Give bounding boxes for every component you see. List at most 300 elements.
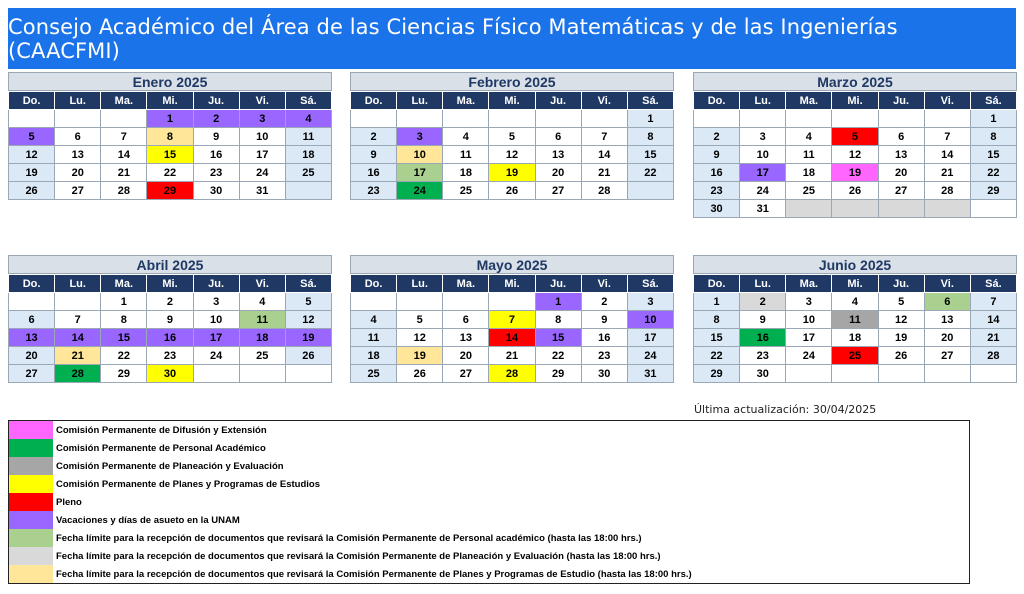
day-cell bbox=[786, 200, 832, 218]
day-cell: 20 bbox=[443, 347, 489, 365]
day-cell: 7 bbox=[55, 311, 101, 329]
day-cell: 21 bbox=[970, 329, 1016, 347]
day-cell: 26 bbox=[489, 182, 535, 200]
month-grid bbox=[8, 274, 332, 383]
day-cell: 7 bbox=[581, 128, 627, 146]
day-cell: 29 bbox=[535, 365, 581, 383]
day-cell: 12 bbox=[832, 146, 878, 164]
day-cell: 8 bbox=[694, 311, 740, 329]
day-cell: 7 bbox=[489, 311, 535, 329]
day-cell: 9 bbox=[351, 146, 397, 164]
week-row bbox=[351, 293, 674, 311]
week-row bbox=[351, 347, 674, 365]
week-row bbox=[351, 182, 674, 200]
weekday-header: Ma. bbox=[443, 275, 489, 293]
day-cell: 17 bbox=[397, 164, 443, 182]
day-cell: 19 bbox=[878, 329, 924, 347]
day-cell: 5 bbox=[9, 128, 55, 146]
legend-label: Comisión Permanente de Difusión y Extensión bbox=[56, 424, 267, 436]
day-cell: 8 bbox=[970, 128, 1016, 146]
legend-swatch bbox=[9, 475, 53, 493]
day-cell: 6 bbox=[924, 293, 970, 311]
day-cell: 31 bbox=[740, 200, 786, 218]
weekday-header: Ju. bbox=[193, 275, 239, 293]
legend-label: Comisión Permanente de Planeación y Evaluación bbox=[56, 460, 284, 472]
legend-label: Comisión Permanente de Personal Académico bbox=[56, 442, 266, 454]
day-cell: 21 bbox=[581, 164, 627, 182]
day-cell: 7 bbox=[924, 128, 970, 146]
legend-swatch bbox=[9, 457, 53, 475]
legend-item bbox=[9, 439, 969, 457]
weekday-header: Ma. bbox=[101, 92, 147, 110]
day-cell: 10 bbox=[397, 146, 443, 164]
day-cell: 5 bbox=[397, 311, 443, 329]
day-cell: 22 bbox=[970, 164, 1016, 182]
day-cell: 9 bbox=[694, 146, 740, 164]
empty-cell bbox=[397, 293, 443, 311]
weekday-header: Ju. bbox=[878, 92, 924, 110]
weekday-header: Mi. bbox=[147, 275, 193, 293]
day-cell: 14 bbox=[55, 329, 101, 347]
day-cell: 5 bbox=[878, 293, 924, 311]
day-cell: 12 bbox=[878, 311, 924, 329]
weekday-header: Vi. bbox=[239, 92, 285, 110]
empty-cell bbox=[924, 365, 970, 383]
day-cell: 1 bbox=[627, 110, 673, 128]
day-cell: 1 bbox=[147, 110, 193, 128]
day-cell: 19 bbox=[9, 164, 55, 182]
day-cell: 22 bbox=[627, 164, 673, 182]
day-cell: 15 bbox=[694, 329, 740, 347]
month-calendar bbox=[350, 72, 674, 200]
empty-cell bbox=[351, 293, 397, 311]
weekday-header: Ju. bbox=[193, 92, 239, 110]
legend-item bbox=[9, 493, 969, 511]
empty-cell bbox=[581, 110, 627, 128]
empty-cell bbox=[786, 110, 832, 128]
week-row bbox=[9, 365, 332, 383]
day-cell: 20 bbox=[55, 164, 101, 182]
week-row bbox=[351, 110, 674, 128]
empty-cell bbox=[924, 110, 970, 128]
weekday-header: Lu. bbox=[55, 275, 101, 293]
day-cell: 30 bbox=[694, 200, 740, 218]
day-cell: 2 bbox=[694, 128, 740, 146]
day-cell: 14 bbox=[924, 146, 970, 164]
weekday-header: Vi. bbox=[581, 92, 627, 110]
day-cell: 11 bbox=[285, 128, 331, 146]
day-cell: 2 bbox=[147, 293, 193, 311]
week-row bbox=[9, 164, 332, 182]
day-cell: 2 bbox=[740, 293, 786, 311]
week-row bbox=[694, 146, 1017, 164]
day-cell bbox=[878, 200, 924, 218]
day-cell: 4 bbox=[239, 293, 285, 311]
day-cell: 30 bbox=[740, 365, 786, 383]
day-cell: 1 bbox=[101, 293, 147, 311]
day-cell: 30 bbox=[147, 365, 193, 383]
day-cell: 21 bbox=[101, 164, 147, 182]
day-cell: 27 bbox=[443, 365, 489, 383]
empty-cell bbox=[878, 110, 924, 128]
week-row bbox=[351, 164, 674, 182]
day-cell: 25 bbox=[443, 182, 489, 200]
day-cell: 29 bbox=[101, 365, 147, 383]
legend-swatch bbox=[9, 529, 53, 547]
day-cell: 25 bbox=[786, 182, 832, 200]
last-updated: Última actualización: 30/04/2025 bbox=[694, 403, 877, 416]
legend-item bbox=[9, 457, 969, 475]
day-cell: 4 bbox=[832, 293, 878, 311]
day-cell: 4 bbox=[786, 128, 832, 146]
weekday-header: Sá. bbox=[970, 275, 1016, 293]
day-cell: 6 bbox=[535, 128, 581, 146]
day-cell: 20 bbox=[535, 164, 581, 182]
day-cell: 12 bbox=[285, 311, 331, 329]
day-cell: 24 bbox=[627, 347, 673, 365]
month-grid bbox=[693, 91, 1017, 218]
day-cell: 24 bbox=[397, 182, 443, 200]
day-cell: 7 bbox=[101, 128, 147, 146]
day-cell: 18 bbox=[786, 164, 832, 182]
day-cell: 4 bbox=[351, 311, 397, 329]
day-cell: 9 bbox=[581, 311, 627, 329]
day-cell: 8 bbox=[101, 311, 147, 329]
day-cell: 24 bbox=[740, 182, 786, 200]
legend-swatch bbox=[9, 493, 53, 511]
legend-swatch bbox=[9, 439, 53, 457]
day-cell: 7 bbox=[970, 293, 1016, 311]
day-cell: 25 bbox=[285, 164, 331, 182]
empty-cell bbox=[285, 365, 331, 383]
day-cell: 27 bbox=[55, 182, 101, 200]
legend-label: Vacaciones y días de asueto en la UNAM bbox=[56, 514, 240, 526]
day-cell: 20 bbox=[9, 347, 55, 365]
weekday-header: Sá. bbox=[285, 92, 331, 110]
empty-cell bbox=[443, 110, 489, 128]
month-calendar bbox=[8, 255, 332, 383]
legend-swatch bbox=[9, 511, 53, 529]
day-cell: 9 bbox=[147, 311, 193, 329]
day-cell: 30 bbox=[193, 182, 239, 200]
week-row bbox=[351, 128, 674, 146]
legend-label: Comisión Permanente de Planes y Programas de Estudios bbox=[56, 478, 320, 490]
weekday-header: Do. bbox=[351, 275, 397, 293]
day-cell: 25 bbox=[832, 347, 878, 365]
month-title: Marzo 2025 bbox=[693, 72, 1017, 91]
weekday-header: Sá. bbox=[285, 275, 331, 293]
day-cell: 4 bbox=[443, 128, 489, 146]
weekday-header: Vi. bbox=[239, 275, 285, 293]
legend-swatch bbox=[9, 421, 53, 439]
day-cell: 3 bbox=[239, 110, 285, 128]
empty-cell bbox=[397, 110, 443, 128]
month-title: Abril 2025 bbox=[8, 255, 332, 274]
day-cell: 26 bbox=[285, 347, 331, 365]
day-cell: 14 bbox=[101, 146, 147, 164]
weekday-header: Lu. bbox=[397, 92, 443, 110]
day-cell: 4 bbox=[285, 110, 331, 128]
week-row bbox=[694, 365, 1017, 383]
week-row bbox=[694, 164, 1017, 182]
empty-cell bbox=[489, 293, 535, 311]
legend-item bbox=[9, 511, 969, 529]
weekday-header: Lu. bbox=[55, 92, 101, 110]
day-cell: 17 bbox=[627, 329, 673, 347]
day-cell: 18 bbox=[239, 329, 285, 347]
empty-cell bbox=[351, 110, 397, 128]
day-cell: 11 bbox=[832, 311, 878, 329]
day-cell: 23 bbox=[351, 182, 397, 200]
week-row bbox=[694, 110, 1017, 128]
day-cell: 26 bbox=[878, 347, 924, 365]
day-cell: 10 bbox=[193, 311, 239, 329]
month-calendar bbox=[8, 72, 332, 200]
weekday-header: Do. bbox=[694, 275, 740, 293]
weekday-header: Mi. bbox=[147, 92, 193, 110]
day-cell: 19 bbox=[285, 329, 331, 347]
empty-cell bbox=[535, 110, 581, 128]
day-cell: 14 bbox=[970, 311, 1016, 329]
day-cell: 9 bbox=[193, 128, 239, 146]
week-row bbox=[694, 182, 1017, 200]
day-cell: 21 bbox=[55, 347, 101, 365]
month-calendar bbox=[693, 72, 1017, 218]
day-cell: 3 bbox=[786, 293, 832, 311]
day-cell: 2 bbox=[351, 128, 397, 146]
weekday-header: Vi. bbox=[924, 92, 970, 110]
day-cell: 16 bbox=[147, 329, 193, 347]
week-row bbox=[9, 182, 332, 200]
weekday-header: Ma. bbox=[101, 275, 147, 293]
day-cell: 13 bbox=[535, 146, 581, 164]
month-calendar bbox=[350, 255, 674, 383]
day-cell: 13 bbox=[55, 146, 101, 164]
day-cell: 22 bbox=[535, 347, 581, 365]
day-cell: 1 bbox=[535, 293, 581, 311]
day-cell: 8 bbox=[627, 128, 673, 146]
day-cell: 11 bbox=[351, 329, 397, 347]
day-cell bbox=[924, 200, 970, 218]
day-cell: 24 bbox=[193, 347, 239, 365]
week-row bbox=[694, 329, 1017, 347]
legend-label: Fecha límite para la recepción de documentos que revisará la Comisión Permanente de Personal académico (hasta las 18:00 hrs.) bbox=[56, 532, 642, 544]
day-cell: 29 bbox=[694, 365, 740, 383]
weekday-header: Mi. bbox=[832, 275, 878, 293]
day-cell: 29 bbox=[970, 182, 1016, 200]
day-cell: 24 bbox=[239, 164, 285, 182]
empty-cell bbox=[489, 110, 535, 128]
weekday-header: Mi. bbox=[489, 275, 535, 293]
day-cell: 20 bbox=[924, 329, 970, 347]
day-cell: 6 bbox=[55, 128, 101, 146]
week-row bbox=[694, 347, 1017, 365]
empty-cell bbox=[740, 110, 786, 128]
legend-label: Pleno bbox=[56, 496, 82, 508]
day-cell: 28 bbox=[55, 365, 101, 383]
legend-label: Fecha límite para la recepción de documentos que revisará la Comisión Permanente de Planes y Programas de Estudio (hasta las 18:00 hrs.) bbox=[56, 568, 692, 580]
weekday-header: Ma. bbox=[786, 92, 832, 110]
day-cell: 14 bbox=[581, 146, 627, 164]
day-cell: 26 bbox=[832, 182, 878, 200]
day-cell: 28 bbox=[924, 182, 970, 200]
weekday-header: Lu. bbox=[397, 275, 443, 293]
day-cell: 26 bbox=[397, 365, 443, 383]
day-cell: 16 bbox=[193, 146, 239, 164]
day-cell: 2 bbox=[581, 293, 627, 311]
day-cell: 23 bbox=[193, 164, 239, 182]
day-cell: 29 bbox=[147, 182, 193, 200]
day-cell: 22 bbox=[694, 347, 740, 365]
week-row bbox=[9, 329, 332, 347]
day-cell: 10 bbox=[239, 128, 285, 146]
week-row bbox=[9, 146, 332, 164]
empty-cell bbox=[9, 293, 55, 311]
day-cell: 31 bbox=[239, 182, 285, 200]
weekday-header: Do. bbox=[351, 92, 397, 110]
empty-cell bbox=[878, 365, 924, 383]
day-cell: 31 bbox=[627, 365, 673, 383]
day-cell: 9 bbox=[740, 311, 786, 329]
day-cell: 15 bbox=[970, 146, 1016, 164]
empty-cell bbox=[832, 110, 878, 128]
month-grid bbox=[350, 274, 674, 383]
empty-cell bbox=[786, 365, 832, 383]
day-cell: 17 bbox=[740, 164, 786, 182]
day-cell: 3 bbox=[397, 128, 443, 146]
day-cell: 20 bbox=[878, 164, 924, 182]
month-title: Febrero 2025 bbox=[350, 72, 674, 91]
day-cell: 6 bbox=[878, 128, 924, 146]
day-cell: 25 bbox=[351, 365, 397, 383]
day-cell: 15 bbox=[147, 146, 193, 164]
day-cell: 5 bbox=[832, 128, 878, 146]
day-cell: 14 bbox=[489, 329, 535, 347]
day-cell: 11 bbox=[239, 311, 285, 329]
week-row bbox=[9, 110, 332, 128]
day-cell: 27 bbox=[924, 347, 970, 365]
week-row bbox=[9, 293, 332, 311]
empty-cell bbox=[193, 365, 239, 383]
weekday-header: Do. bbox=[9, 275, 55, 293]
day-cell: 18 bbox=[351, 347, 397, 365]
day-cell: 21 bbox=[924, 164, 970, 182]
day-cell bbox=[627, 182, 673, 200]
day-cell: 13 bbox=[9, 329, 55, 347]
empty-cell bbox=[101, 110, 147, 128]
day-cell: 3 bbox=[193, 293, 239, 311]
day-cell: 16 bbox=[740, 329, 786, 347]
day-cell: 23 bbox=[740, 347, 786, 365]
day-cell: 5 bbox=[285, 293, 331, 311]
weekday-header: Ju. bbox=[878, 275, 924, 293]
day-cell: 12 bbox=[9, 146, 55, 164]
day-cell: 28 bbox=[581, 182, 627, 200]
month-title: Mayo 2025 bbox=[350, 255, 674, 274]
legend-item bbox=[9, 547, 969, 565]
weekday-header: Vi. bbox=[581, 275, 627, 293]
day-cell: 19 bbox=[489, 164, 535, 182]
day-cell: 8 bbox=[535, 311, 581, 329]
day-cell: 15 bbox=[535, 329, 581, 347]
day-cell: 12 bbox=[489, 146, 535, 164]
day-cell: 19 bbox=[832, 164, 878, 182]
day-cell: 19 bbox=[397, 347, 443, 365]
weekday-header: Vi. bbox=[924, 275, 970, 293]
day-cell: 28 bbox=[489, 365, 535, 383]
day-cell: 16 bbox=[694, 164, 740, 182]
legend-item bbox=[9, 529, 969, 547]
day-cell: 21 bbox=[489, 347, 535, 365]
week-row bbox=[351, 311, 674, 329]
day-cell: 11 bbox=[786, 146, 832, 164]
week-row bbox=[694, 200, 1017, 218]
empty-cell bbox=[970, 200, 1016, 218]
day-cell: 22 bbox=[147, 164, 193, 182]
day-cell: 2 bbox=[193, 110, 239, 128]
weekday-header: Sá. bbox=[627, 275, 673, 293]
weekday-header: Ma. bbox=[786, 275, 832, 293]
day-cell: 8 bbox=[147, 128, 193, 146]
day-cell: 18 bbox=[832, 329, 878, 347]
week-row bbox=[9, 347, 332, 365]
day-cell: 23 bbox=[147, 347, 193, 365]
week-row bbox=[9, 128, 332, 146]
day-cell: 13 bbox=[443, 329, 489, 347]
weekday-header: Mi. bbox=[832, 92, 878, 110]
day-cell: 15 bbox=[101, 329, 147, 347]
day-cell: 12 bbox=[397, 329, 443, 347]
page-title: Consejo Académico del Área de las Ciencias Físico Matemáticas y de las Ingenierías (CAACFMI) bbox=[8, 14, 898, 63]
week-row bbox=[694, 128, 1017, 146]
month-grid bbox=[350, 91, 674, 200]
day-cell: 24 bbox=[786, 347, 832, 365]
weekday-header: Ma. bbox=[443, 92, 489, 110]
day-cell: 10 bbox=[627, 311, 673, 329]
day-cell: 23 bbox=[694, 182, 740, 200]
day-cell: 10 bbox=[740, 146, 786, 164]
day-cell: 1 bbox=[694, 293, 740, 311]
legend bbox=[8, 420, 970, 584]
day-cell: 22 bbox=[101, 347, 147, 365]
week-row bbox=[351, 365, 674, 383]
weekday-header: Do. bbox=[694, 92, 740, 110]
day-cell: 16 bbox=[351, 164, 397, 182]
empty-cell bbox=[443, 293, 489, 311]
month-title: Enero 2025 bbox=[8, 72, 332, 91]
month-title: Junio 2025 bbox=[693, 255, 1017, 274]
week-row bbox=[351, 146, 674, 164]
day-cell: 17 bbox=[786, 329, 832, 347]
week-row bbox=[694, 311, 1017, 329]
day-cell: 5 bbox=[489, 128, 535, 146]
legend-swatch bbox=[9, 547, 53, 565]
day-cell: 27 bbox=[9, 365, 55, 383]
weekday-header: Sá. bbox=[627, 92, 673, 110]
weekday-header: Lu. bbox=[740, 92, 786, 110]
day-cell: 15 bbox=[627, 146, 673, 164]
month-grid bbox=[8, 91, 332, 200]
empty-cell bbox=[55, 110, 101, 128]
month-calendar bbox=[693, 255, 1017, 383]
weekday-header: Sá. bbox=[970, 92, 1016, 110]
empty-cell bbox=[9, 110, 55, 128]
page-title-banner bbox=[8, 8, 1016, 69]
day-cell: 13 bbox=[878, 146, 924, 164]
day-cell: 11 bbox=[443, 146, 489, 164]
week-row bbox=[694, 293, 1017, 311]
empty-cell bbox=[832, 365, 878, 383]
